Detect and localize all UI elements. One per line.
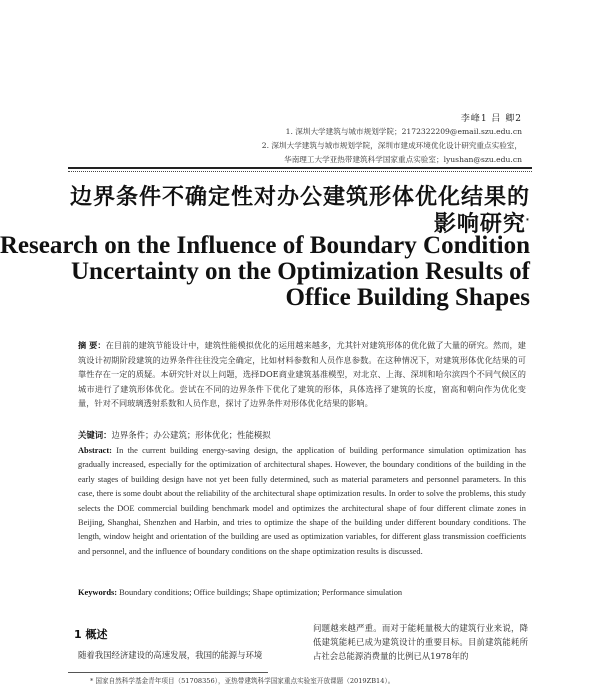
header-divider-dotted [68, 171, 532, 172]
abstract-english-text: In the current building energy-saving design, the application of building performance simulation optimization has gradually increased, especially for the optimization of architectural shapes. However, the boundary conditions of the building in the early stages of building design have not yet been fully determined, such as material parameters and personnel parameters. In this case, there is some doubt about the reliability of the architectural shape optimization results. In order to solve the problems, this study selects the DOE commercial building benchmark model and optimizes the architectural shape of four different climate zones in Beijing, Shanghai, Shenzhen and Harbin, and tries to optimize the shape of the building under different boundary conditions. The length, window height and orientation of the building are used as optimization variables, for different glass transmission coefficients and personnel, and the influence of boundary conditions on the shape optimization results is discussed. [78, 446, 526, 556]
affiliation-1: 1. 深圳大学建筑与城市规划学院；2172322209@email.szu.edu.cn [285, 127, 522, 136]
abstract-chinese [78, 338, 526, 411]
keywords-english [78, 588, 402, 597]
keywords-chinese [78, 429, 271, 441]
title-footnote-mark: * [525, 217, 530, 225]
abstract-english-label: Abstract: [78, 446, 112, 455]
keywords-english-text: Boundary conditions; Office buildings; Shape optimization; Performance simulation [119, 588, 403, 597]
keywords-chinese-text: 边界条件；办公建筑；形体优化；性能模拟 [111, 430, 271, 440]
author-names: 李峰1 吕 卿2 [460, 114, 522, 124]
body-left-column: 随着我国经济建设的高速发展，我国的能源与环境 [78, 650, 263, 660]
title-english-line-1: Research on the Influence of Boundary Condition [0, 232, 530, 259]
footnote-divider [68, 672, 268, 673]
header-divider [68, 167, 532, 169]
body-right-column: 问题越来越严重。而对于能耗量极大的建筑行业来说，降低建筑能耗已成为建筑设计的重要目标。目前建筑能耗所占社会总能源消费量的比例已从1978年的 [313, 623, 528, 661]
keywords-chinese-label: 关键词： [78, 430, 112, 440]
affiliation-3: 华南理工大学亚热带建筑科学国家重点实验室；lyushan@szu.edu.cn [284, 155, 522, 164]
title-english-line-2: Uncertainty on the Optimization Results of [71, 258, 530, 285]
abstract-english [78, 444, 526, 559]
title-english-line-3: Office Building Shapes [285, 284, 530, 311]
title-chinese-line-1: 边界条件不确定性对办公建筑形体优化结果的 [69, 185, 530, 210]
abstract-chinese-label: 摘 要： [78, 340, 106, 350]
keywords-english-label: Keywords: [78, 588, 118, 597]
title-chinese-line-2-text: 影响研究 [433, 212, 526, 237]
affiliation-2: 2. 深圳大学建筑与城市规划学院，深圳市建成环境优化设计研究重点实验室， [261, 141, 522, 150]
abstract-chinese-text: 在目前的建筑节能设计中，建筑性能模拟优化的运用越来越多，尤其针对建筑形体的优化做了大量的研究。然而，建筑设计初期阶段建筑的边界条件往往没完全确定，比如材料参数和人员作息参数。在这种情况下，对建筑形体优化结果的可靠性存在一定的质疑。本研究针对以上问题，选择DOE商业建筑基准模型，对北京、上海、深圳和哈尔滨四个不同气候区的城市进行了建筑形体优化。尝试在不同的边界条件下优化了建筑的形体，具体选择了建筑的长度，窗高和朝向作为优化变量，针对不同玻璃透射系数和人员作息，探讨了边界条件对形体优化结果的影响。 [78, 340, 526, 409]
funding-footnote: * 国家自然科学基金青年项目（51708356），亚热带建筑科学国家重点实验室开放课题（2019ZB14）。 [90, 677, 395, 685]
section-heading-overview: 1 概述 [74, 628, 108, 641]
